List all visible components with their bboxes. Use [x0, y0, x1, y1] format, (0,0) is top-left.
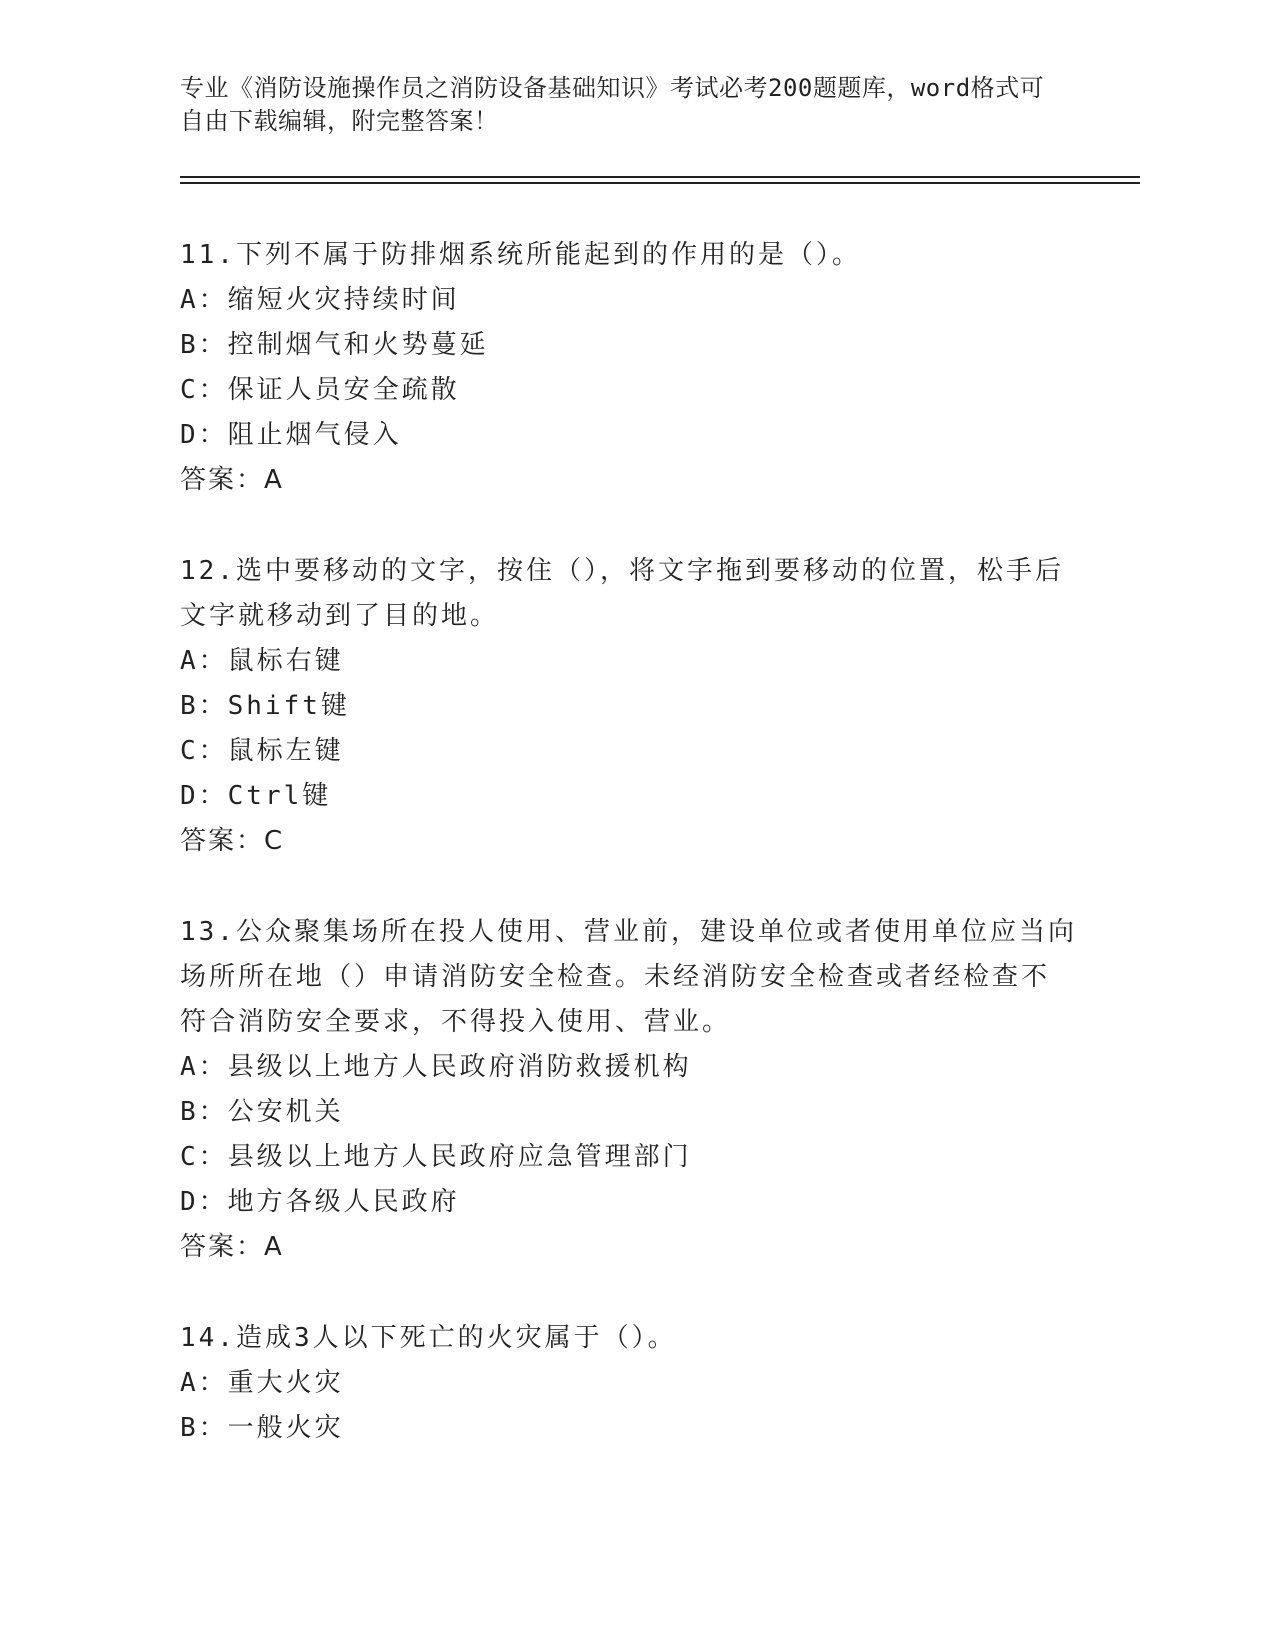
option-d: D：地方各级人民政府	[180, 1187, 460, 1217]
header-divider-top	[180, 176, 1140, 178]
header-divider-bottom	[180, 182, 1140, 184]
option-c: C：县级以上地方人民政府应急管理部门	[180, 1142, 692, 1172]
question-spacer	[180, 503, 1080, 549]
answer-line: 答案：C	[180, 826, 285, 856]
document-header	[180, 72, 1060, 138]
question-spacer	[180, 864, 1080, 910]
answer-line: 答案：A	[180, 465, 284, 495]
question-stem: 14.造成3人以下死亡的火灾属于（）。	[180, 1323, 677, 1353]
question-stem: 11.下列不属于防排烟系统所能起到的作用的是（）。	[180, 240, 861, 270]
question-14	[180, 1316, 1080, 1451]
header-line-1: 专业《消防设施操作员之消防设备基础知识》考试必考200题题库，word格式可	[180, 74, 1045, 102]
option-a: A：县级以上地方人民政府消防救援机构	[180, 1052, 692, 1082]
option-d: D：Ctrl键	[180, 781, 332, 811]
question-list	[180, 233, 1080, 1451]
question-13	[180, 910, 1080, 1270]
option-c: C：保证人员安全疏散	[180, 375, 460, 405]
option-a: A：重大火灾	[180, 1368, 344, 1398]
question-spacer	[180, 1270, 1080, 1316]
option-b: B：Shift键	[180, 691, 350, 721]
header-line-2: 自由下载编辑，附完整答案！	[180, 107, 499, 135]
question-stem-continued: 场所所在地（）申请消防安全检查。未经消防安全检查或者经检查不	[180, 962, 1051, 992]
option-d: D：阻止烟气侵入	[180, 420, 402, 450]
option-b: B：控制烟气和火势蔓延	[180, 330, 489, 360]
option-a: A：鼠标右键	[180, 646, 344, 676]
option-c: C：鼠标左键	[180, 736, 344, 766]
answer-line: 答案：A	[180, 1232, 284, 1262]
question-stem: 12.选中要移动的文字，按住（），将文字拖到要移动的位置，松手后	[180, 556, 1064, 586]
option-b: B：一般火灾	[180, 1413, 344, 1443]
question-stem: 13.公众聚集场所在投人使用、营业前，建设单位或者使用单位应当向	[180, 917, 1077, 947]
question-11	[180, 233, 1080, 503]
question-stem-continued: 文字就移动到了目的地。	[180, 601, 500, 631]
option-a: A：缩短火灾持续时间	[180, 285, 460, 315]
question-12	[180, 549, 1080, 864]
question-stem-continued: 符合消防安全要求，不得投入使用、营业。	[180, 1007, 732, 1037]
option-b: B：公安机关	[180, 1097, 344, 1127]
